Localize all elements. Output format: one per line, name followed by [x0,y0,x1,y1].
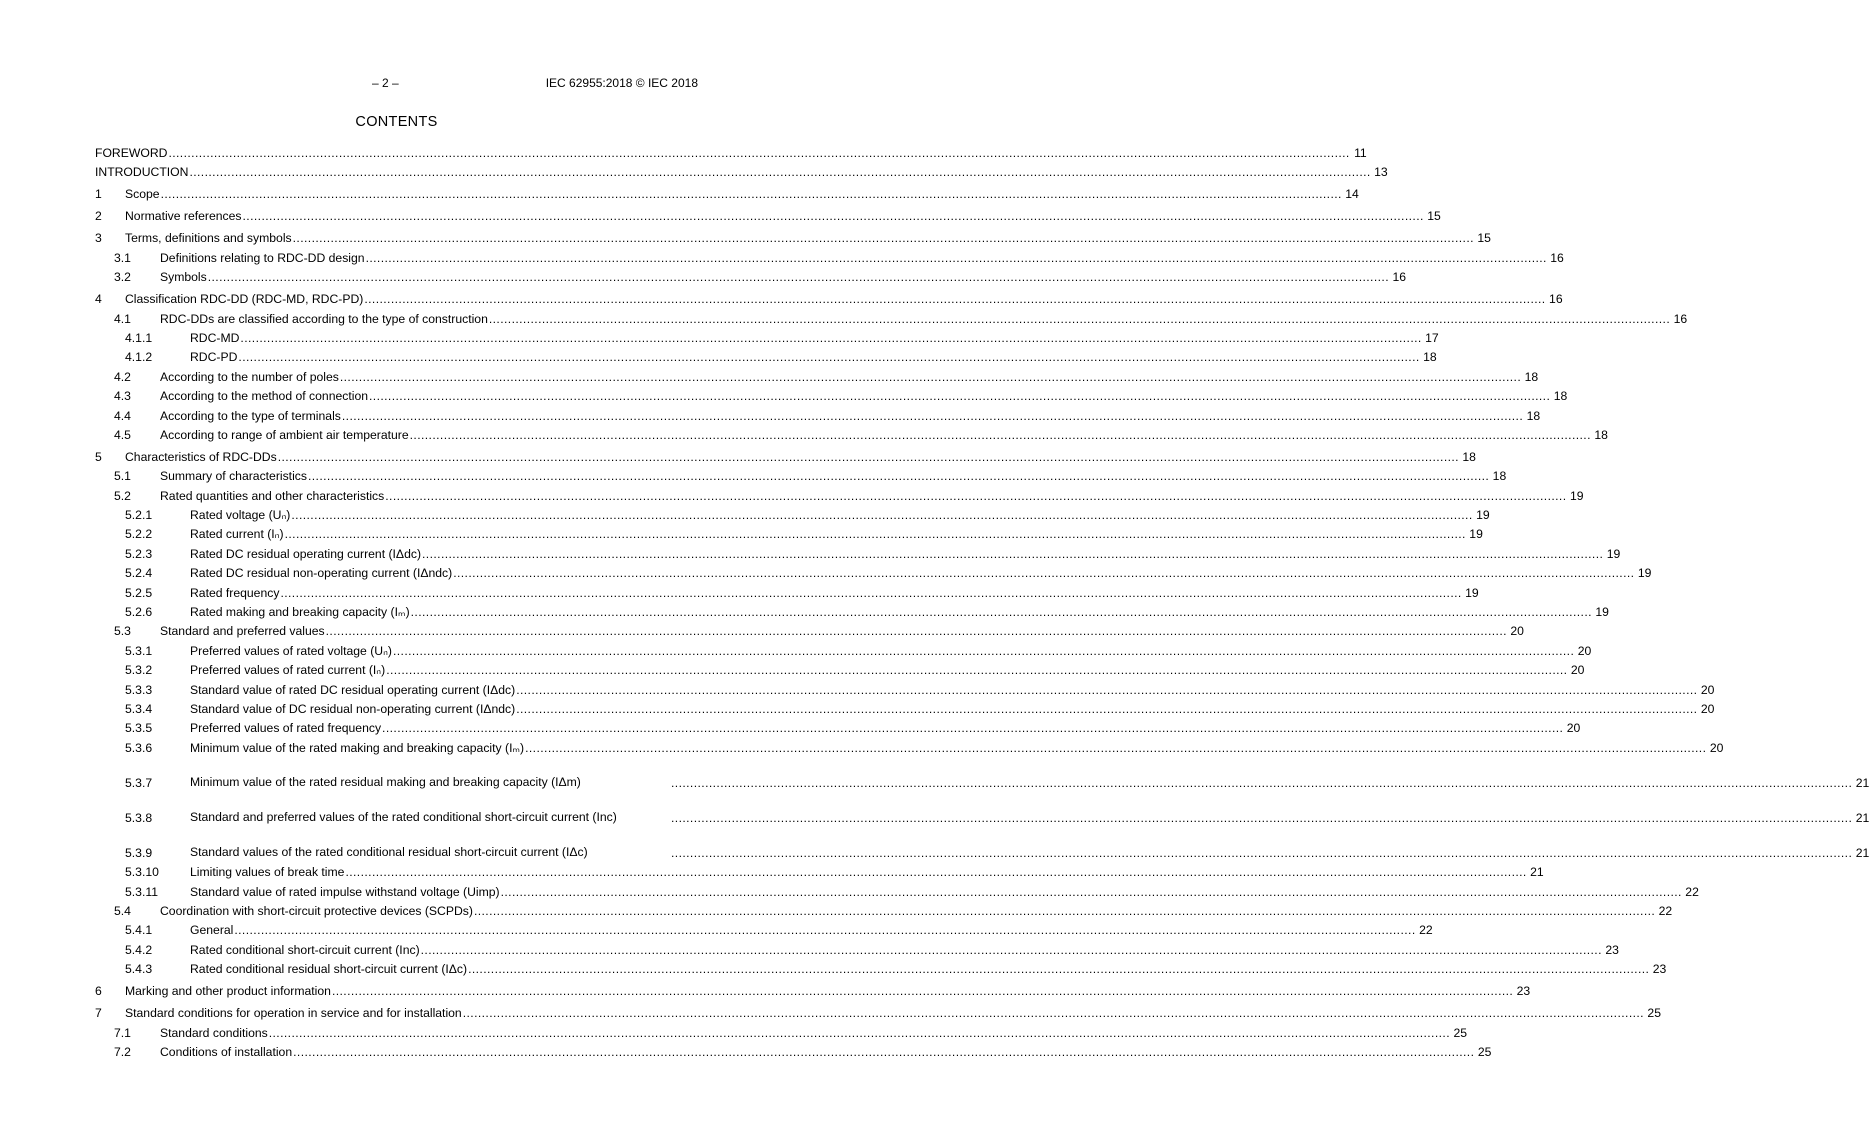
toc-entry-number: 5.2.3 [125,546,153,561]
page-number: – 2 – [372,76,399,90]
toc-entry-number: 3.2 [114,270,131,285]
toc-entry-title: Preferred values of rated voltage (Uₙ) [190,643,392,658]
toc-entry[interactable] [95,267,1406,286]
dot-leader [489,312,1670,326]
toc-entry-page: 19 [1606,546,1621,561]
dot-leader [285,527,1466,541]
toc-entry-page: 22 [1658,903,1673,918]
toc-entry[interactable] [95,699,1715,718]
toc-entry-title: According to the number of poles [160,369,339,384]
toc-entry-title: Standard value of rated impulse withstand voltage (Uimp) [190,884,500,899]
dot-leader [366,251,1547,265]
toc-entry-number: 5.3.1 [125,643,153,658]
toc-entry[interactable] [95,524,1483,543]
dot-leader [410,428,1591,442]
dot-leader [382,721,1563,735]
toc-entry-title: Minimum value of the rated making and breaking capacity (Iₘ) [190,740,525,755]
toc-entry-page: 18 [1492,469,1507,484]
dot-leader [280,586,1461,600]
dot-leader [516,702,1697,716]
toc-entry-number: 4.1.2 [125,350,153,365]
dot-leader [468,962,1649,976]
toc-entry[interactable] [95,181,1359,203]
toc-entry-title: Rated quantities and other characteristics [160,488,385,503]
dot-leader [308,469,1489,483]
toc-entry[interactable] [95,347,1437,366]
toc-entry-title: General [190,923,234,938]
toc-entry-number: 7.2 [114,1044,131,1059]
dot-leader [525,741,1706,755]
toc-entry-page: 20 [1566,721,1581,736]
toc-entry-number: 5.3.4 [125,701,153,716]
toc-entry-number: 4.4 [114,408,131,423]
toc-entry-title: Scope [125,187,160,202]
toc-entry[interactable] [95,920,1433,939]
toc-entry-page: 23 [1652,962,1667,977]
dot-leader [161,187,1342,201]
toc-entry-title: Conditions of installation [160,1044,293,1059]
toc-entry-page: 23 [1516,984,1531,999]
toc-entry-title: Standard conditions for operation in service and for installation [125,1006,462,1021]
toc-entry[interactable] [95,308,1688,327]
toc-entry[interactable] [95,718,1581,737]
toc-entry-number: 4 [95,292,102,307]
toc-entry-page: 25 [1647,1006,1661,1021]
toc-entry-number: 2 [95,209,102,224]
toc-entry-page: 13 [1374,165,1388,180]
toc-entry-title: According to the type of terminals [160,408,341,423]
toc-entry[interactable] [95,563,1652,582]
toc-entry-number: 4.3 [114,389,131,404]
toc-entry-number: 5.3.6 [125,740,153,755]
dot-leader [168,146,1349,160]
toc-entry[interactable] [95,247,1564,266]
dot-leader [369,389,1550,403]
toc-entry-page: 20 [1700,682,1715,697]
toc-entry[interactable] [95,621,1524,640]
toc-entry-page: 16 [1392,270,1406,285]
toc-entry-page: 15 [1427,209,1441,224]
toc-entry-number: 5.3.3 [125,682,153,697]
toc-entry-number: 5.4.2 [125,942,153,957]
page-title: CONTENTS [355,114,438,130]
toc-entry-number: 5.3.7 [125,775,153,790]
toc-entry-number: 5.3 [114,624,131,639]
toc-entry-title: Characteristics of RDC-DDs [125,449,277,464]
toc-entry-number: 4.2 [114,369,131,384]
dot-leader [421,943,1602,957]
dot-leader [240,331,1421,345]
toc-entry-title: Standard values of the rated conditional residual short-circuit current (IΔc) [190,844,588,859]
toc-entry[interactable] [95,959,1667,978]
toc-entry-title: Standard and preferred values [160,624,325,639]
dot-leader [671,846,1852,860]
toc-entry-page: 25 [1477,1044,1492,1059]
toc-entry-title: RDC-PD [190,350,238,365]
toc-entry-title: Terms, definitions and symbols [125,231,292,246]
toc-entry[interactable] [95,1042,1492,1061]
dot-leader [278,450,1459,464]
toc-entry-page: 21 [1530,865,1544,880]
toc-entry[interactable] [95,1022,1467,1041]
dot-leader [332,984,1513,998]
toc-entry[interactable] [95,792,1869,827]
toc-entry[interactable] [95,582,1479,601]
toc-entry-number: 5.4 [114,903,131,918]
toc-entry-number: 1 [95,187,102,202]
toc-entry[interactable] [95,862,1544,881]
dot-leader [386,663,1567,677]
toc-entry[interactable] [95,328,1439,347]
dot-leader [269,1026,1450,1040]
toc-entry-number: 7.1 [114,1025,131,1040]
toc-entry-title: Rated DC residual non-operating current (IΔndc) [190,566,453,581]
toc-entry-page: 18 [1526,408,1541,423]
toc-entry-page: 19 [1637,566,1652,581]
toc-entry-page: 18 [1462,449,1476,464]
toc-entry[interactable] [95,978,1531,1000]
toc-entry-title: According to range of ambient air temperature [160,427,409,442]
toc-entry-title: Rated voltage (Uₙ) [190,508,291,523]
toc-entry-number: 5.3.10 [125,865,159,880]
toc-entry-page: 20 [1709,740,1724,755]
toc-entry[interactable] [95,640,1592,659]
dot-leader [189,165,1370,179]
dot-leader [345,865,1526,879]
toc-entry[interactable] [95,405,1541,424]
standard-identifier: IEC 62955:2018 © IEC 2018 [545,76,698,90]
toc-entry[interactable] [95,485,1584,504]
toc-entry-page: 16 [1673,311,1688,326]
toc-entry-page: 11 [1354,146,1367,160]
toc-entry-page: 19 [1569,488,1584,503]
toc-entry-page: 20 [1570,663,1585,678]
toc-entry-page: 19 [1469,527,1483,542]
toc-entry[interactable] [95,679,1715,698]
toc-entry[interactable] [95,425,1608,444]
dot-leader [411,605,1592,619]
toc-entry-title: RDC-MD [190,330,240,345]
toc-entry-title: Standard and preferred values of the rated conditional short-circuit current (Inc) [190,809,617,824]
toc-entry[interactable] [95,286,1563,308]
toc-entry-page: 18 [1524,369,1539,384]
toc-entry-page: 18 [1423,350,1437,365]
toc-entry-page: 21 [1855,810,1869,825]
toc-entry-title: Marking and other product information [125,984,331,999]
toc-entry[interactable] [95,543,1621,562]
dot-leader [243,209,1424,223]
toc-entry-number: 5.3.2 [125,663,153,678]
toc-entry-page: 21 [1855,845,1869,860]
toc-entry-page: 16 [1550,250,1564,265]
toc-entry[interactable] [95,444,1476,466]
toc-entry-title: Rated frequency [190,585,280,600]
toc-entry-number: 5.4.1 [125,923,153,938]
toc-entry-number: 5.3.11 [125,884,158,899]
dot-leader [291,508,1472,522]
dot-leader [463,1006,1644,1020]
dot-leader [340,370,1521,384]
toc-entry-title: Rated making and breaking capacity (Iₘ) [190,605,410,620]
toc-entry-title: Rated current (Iₙ) [190,527,284,542]
dot-leader [422,547,1603,561]
toc-entry-page: 25 [1453,1025,1467,1040]
toc-entry[interactable] [95,146,1367,162]
toc-entry-title: According to the method of connection [160,389,368,404]
toc-entry[interactable] [95,203,1441,225]
toc-entry[interactable] [95,162,1388,181]
toc-entry-page: 20 [1577,643,1592,658]
toc-entry[interactable] [95,366,1539,385]
toc-entry-title: Standard conditions [160,1025,268,1040]
toc-entry-page: 16 [1549,292,1563,307]
dot-leader [393,644,1574,658]
toc-entry-title: RDC-DDs are classified according to the type of construction [160,311,488,326]
toc-entry-title: Rated conditional residual short-circuit current (IΔc) [190,962,468,977]
toc-entry-number: 5.4.3 [125,962,153,977]
dot-leader [474,904,1655,918]
toc-entry-number: 5.2 [114,488,131,503]
toc-entry-number: 5.3.5 [125,721,153,736]
toc-entry-page: 19 [1476,508,1490,523]
toc-entry[interactable] [95,660,1585,679]
toc-entry-number: 4.1 [114,311,131,326]
toc-entry-title: FOREWORD [95,146,168,160]
toc-entry-page: 19 [1595,605,1609,620]
toc-entry[interactable] [95,901,1673,920]
toc-entry-number: 4.1.1 [125,330,153,345]
toc-entry[interactable] [95,881,1699,900]
toc-entry-title: Symbols [160,270,207,285]
toc-entry-title: Coordination with short-circuit protective devices (SCPDs) [160,903,473,918]
dot-leader [671,776,1852,790]
toc-entry-number: 5.2.6 [125,605,153,620]
page-header [0,76,793,92]
toc-entry-page: 20 [1700,701,1715,716]
toc-entry-number: 5.2.1 [125,508,153,523]
toc-entry-page: 22 [1419,923,1433,938]
toc-entry-title: Limiting values of break time [190,865,345,880]
toc-entry-title: Minimum value of the rated residual making and breaking capacity (IΔm) [190,774,581,789]
toc-entry[interactable] [95,602,1609,621]
toc-entry-title: Classification RDC-DD (RDC-MD, RDC-PD) [125,292,364,307]
toc-entry[interactable] [95,386,1568,405]
dot-leader [293,1045,1474,1059]
toc-entry-number: 7 [95,1006,102,1021]
toc-entry-page: 15 [1477,231,1491,246]
toc-entry-title: Normative references [125,209,242,224]
dot-leader [208,270,1389,284]
toc-entry-title: Preferred values of rated current (Iₙ) [190,663,386,678]
toc-entry-page: 21 [1855,775,1869,790]
toc-entry-number: 4.5 [114,427,131,442]
toc-entry-title: Rated DC residual operating current (IΔdc) [190,546,422,561]
toc-entry-page: 23 [1605,942,1619,957]
dot-leader [671,811,1852,825]
toc-entry-number: 5.1 [114,469,131,484]
toc-entry[interactable] [95,827,1869,862]
table-of-contents [95,146,1869,1061]
toc-entry[interactable] [95,939,1619,958]
dot-leader [501,885,1682,899]
toc-entry-number: 5.3.9 [125,845,153,860]
toc-entry-number: 5 [95,449,102,464]
toc-entry-number: 5.3.8 [125,810,153,825]
toc-entry-number: 5.2.2 [125,527,153,542]
toc-entry[interactable] [95,225,1491,247]
toc-entry[interactable] [95,757,1869,792]
toc-entry-number: 6 [95,984,102,999]
toc-entry-number: 5.2.4 [125,566,153,581]
toc-entry-number: 3 [95,231,102,246]
toc-entry-title: Standard value of rated DC residual operating current (IΔdc) [190,682,516,697]
toc-entry-page: 17 [1425,330,1439,345]
dot-leader [326,624,1507,638]
toc-entry-page: 18 [1553,389,1568,404]
toc-entry-title: Standard value of DC residual non-operating current (IΔndc) [190,701,516,716]
toc-entry[interactable] [95,737,1724,756]
dot-leader [293,231,1474,245]
toc-entry[interactable] [95,466,1507,485]
toc-entry-page: 22 [1685,884,1699,899]
dot-leader [238,350,1419,364]
toc-entry-title: Definitions relating to RDC-DD design [160,250,365,265]
dot-leader [342,409,1523,423]
toc-entry[interactable] [95,505,1490,524]
toc-entry-title: Rated conditional short-circuit current (Inc) [190,942,420,957]
dot-leader [385,489,1566,503]
toc-entry-title: Preferred values of rated frequency [190,721,382,736]
toc-entry-number: 5.2.5 [125,585,153,600]
toc-entry-number: 3.1 [114,250,131,265]
toc-entry-page: 20 [1510,624,1524,639]
dot-leader [453,566,1634,580]
toc-entry-page: 14 [1345,187,1359,202]
toc-entry-title: Summary of characteristics [160,469,307,484]
toc-entry-page: 19 [1465,585,1479,600]
toc-entry[interactable] [95,1000,1661,1022]
dot-leader [516,683,1697,697]
toc-entry-page: 18 [1594,427,1608,442]
toc-entry-title: INTRODUCTION [95,165,189,180]
dot-leader [234,923,1415,937]
dot-leader [364,292,1545,306]
